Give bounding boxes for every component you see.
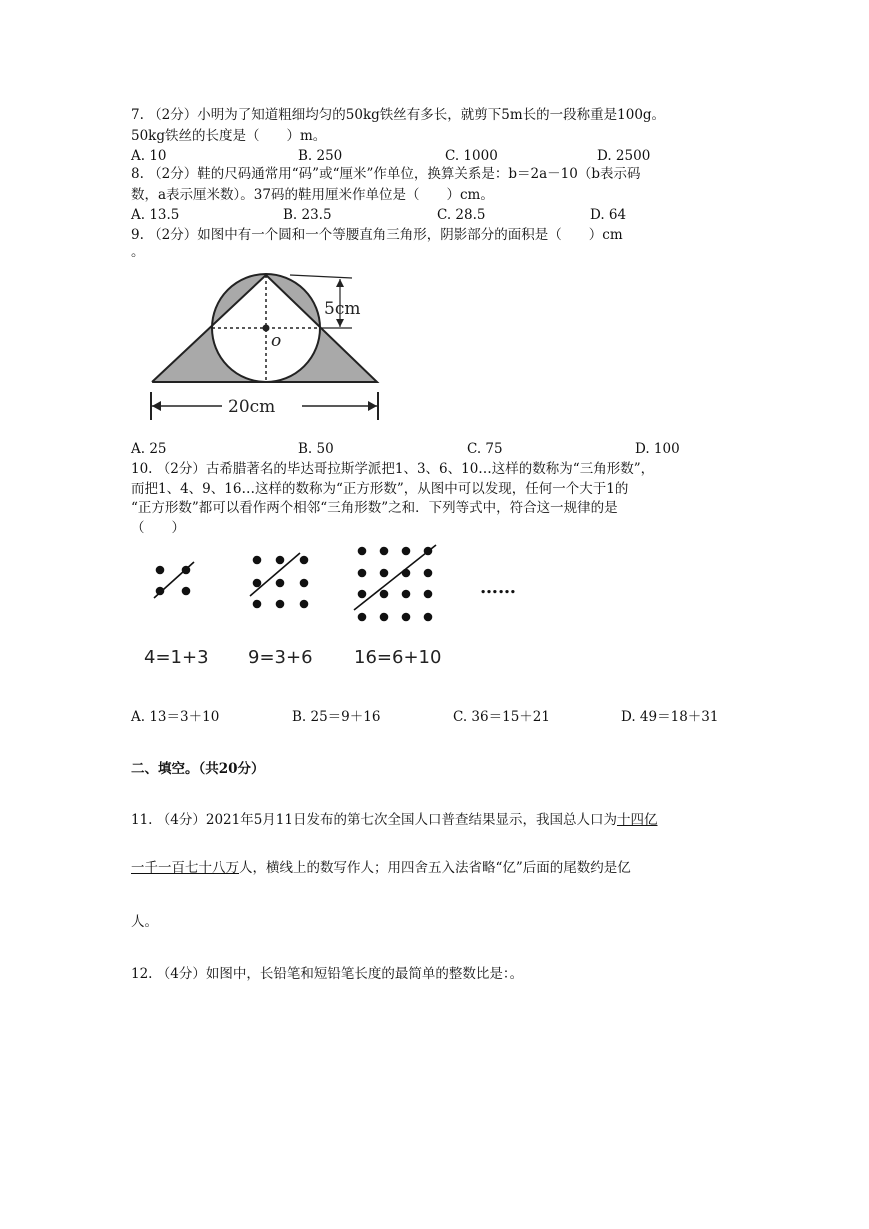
q11-line2 — [131, 859, 631, 877]
q7-option-d: D. 2500 — [597, 148, 651, 164]
q8-option-a: A. 13.5 — [131, 207, 180, 223]
radius-dim-arrow-bottom — [336, 319, 344, 327]
q11-line1 — [131, 811, 657, 829]
q8-option-c: C. 28.5 — [437, 207, 486, 223]
q7-option-a: A. 10 — [131, 148, 167, 164]
q11-line3: 人。 — [131, 914, 158, 930]
center-label: o — [271, 331, 282, 351]
q8-option-d: D. 64 — [590, 207, 627, 223]
q10-line4: （ ） — [131, 520, 185, 536]
q9-option-a: A. 25 — [131, 441, 167, 457]
q8-line1: 8. （2分）鞋的尺码通常用“码”或“厘米”作单位，换算关系是：b＝2a－10（b表示码 — [131, 166, 641, 182]
q10-option-c: C. 36＝15＋21 — [453, 709, 550, 725]
label-9: 9=3+6 — [248, 647, 313, 668]
q7-line2: 50kg铁丝的长度是（ ）m。 — [131, 128, 327, 144]
q7-option-c: C. 1000 — [445, 148, 498, 164]
label-4: 4=1+3 — [144, 647, 209, 668]
q12-line1: 12. （4分）如图中，长铅笔和短铅笔长度的最简单的整数比是：。 — [131, 966, 524, 982]
q9-line1: 9. （2分）如图中有一个圆和一个等腰直角三角形，阴影部分的面积是（ ）cm — [131, 227, 623, 243]
radius-dim-top-ext — [290, 275, 352, 278]
q10-option-b: B. 25＝9＋16 — [292, 709, 381, 725]
q10-line1: 10. （2分）古希腊著名的毕达哥拉斯学派把1、3、6、10…这样的数称为“三角形数”， — [131, 461, 655, 477]
q8-option-b: B. 23.5 — [283, 207, 332, 223]
q9-option-d: D. 100 — [635, 441, 680, 457]
center-point — [263, 325, 270, 332]
q9-option-b: B. 50 — [298, 441, 334, 457]
radius-dim-arrow-top — [336, 279, 344, 287]
radius-label: 5cm — [324, 299, 361, 319]
q9-circle-triangle-figure — [140, 268, 400, 428]
base-arrow-left — [152, 401, 161, 411]
q11-underlined-1: 十四亿 — [616, 812, 658, 828]
section-2-title: 二、填空。（共20分） — [131, 761, 265, 777]
q10-dot-pattern-figure — [130, 540, 550, 675]
q10-line3: “正方形数”都可以看作两个相邻“三角形数”之和．下列等式中，符合这一规律的是 — [131, 500, 618, 516]
q9-line2: 。 — [131, 244, 145, 260]
base-arrow-right — [368, 401, 377, 411]
diagonal-4x4 — [354, 545, 436, 610]
square-3x3 — [253, 556, 309, 609]
q11-underlined-2: 一千一百七十八万 — [131, 860, 239, 876]
q8-line2: 数，a表示厘米数）。37码的鞋用厘米作单位是（ ）cm。 — [131, 187, 494, 203]
q11-text-2: 人，横线上的数写作人；用四舍五入法省略“亿”后面的尾数约是亿 — [239, 860, 631, 876]
q10-option-a: A. 13＝3＋10 — [131, 709, 220, 725]
ellipsis: …… — [480, 577, 516, 598]
q10-option-d: D. 49＝18＋31 — [621, 709, 719, 725]
square-4x4 — [358, 547, 433, 622]
q9-option-c: C. 75 — [467, 441, 503, 457]
base-label: 20cm — [228, 397, 276, 417]
label-16: 16=6+10 — [354, 647, 442, 668]
q7-option-b: B. 250 — [298, 148, 343, 164]
q7-line1: 7. （2分）小明为了知道粗细均匀的50kg铁丝有多长，就剪下5m长的一段称重是100g。 — [131, 107, 666, 123]
q11-text-1: 11. （4分）2021年5月11日发布的第七次全国人口普查结果显示，我国总人口为 — [131, 812, 617, 828]
q10-line2: 而把1、4、9、16…这样的数称为“正方形数”，从图中可以发现，任何一个大于1的 — [131, 481, 629, 497]
